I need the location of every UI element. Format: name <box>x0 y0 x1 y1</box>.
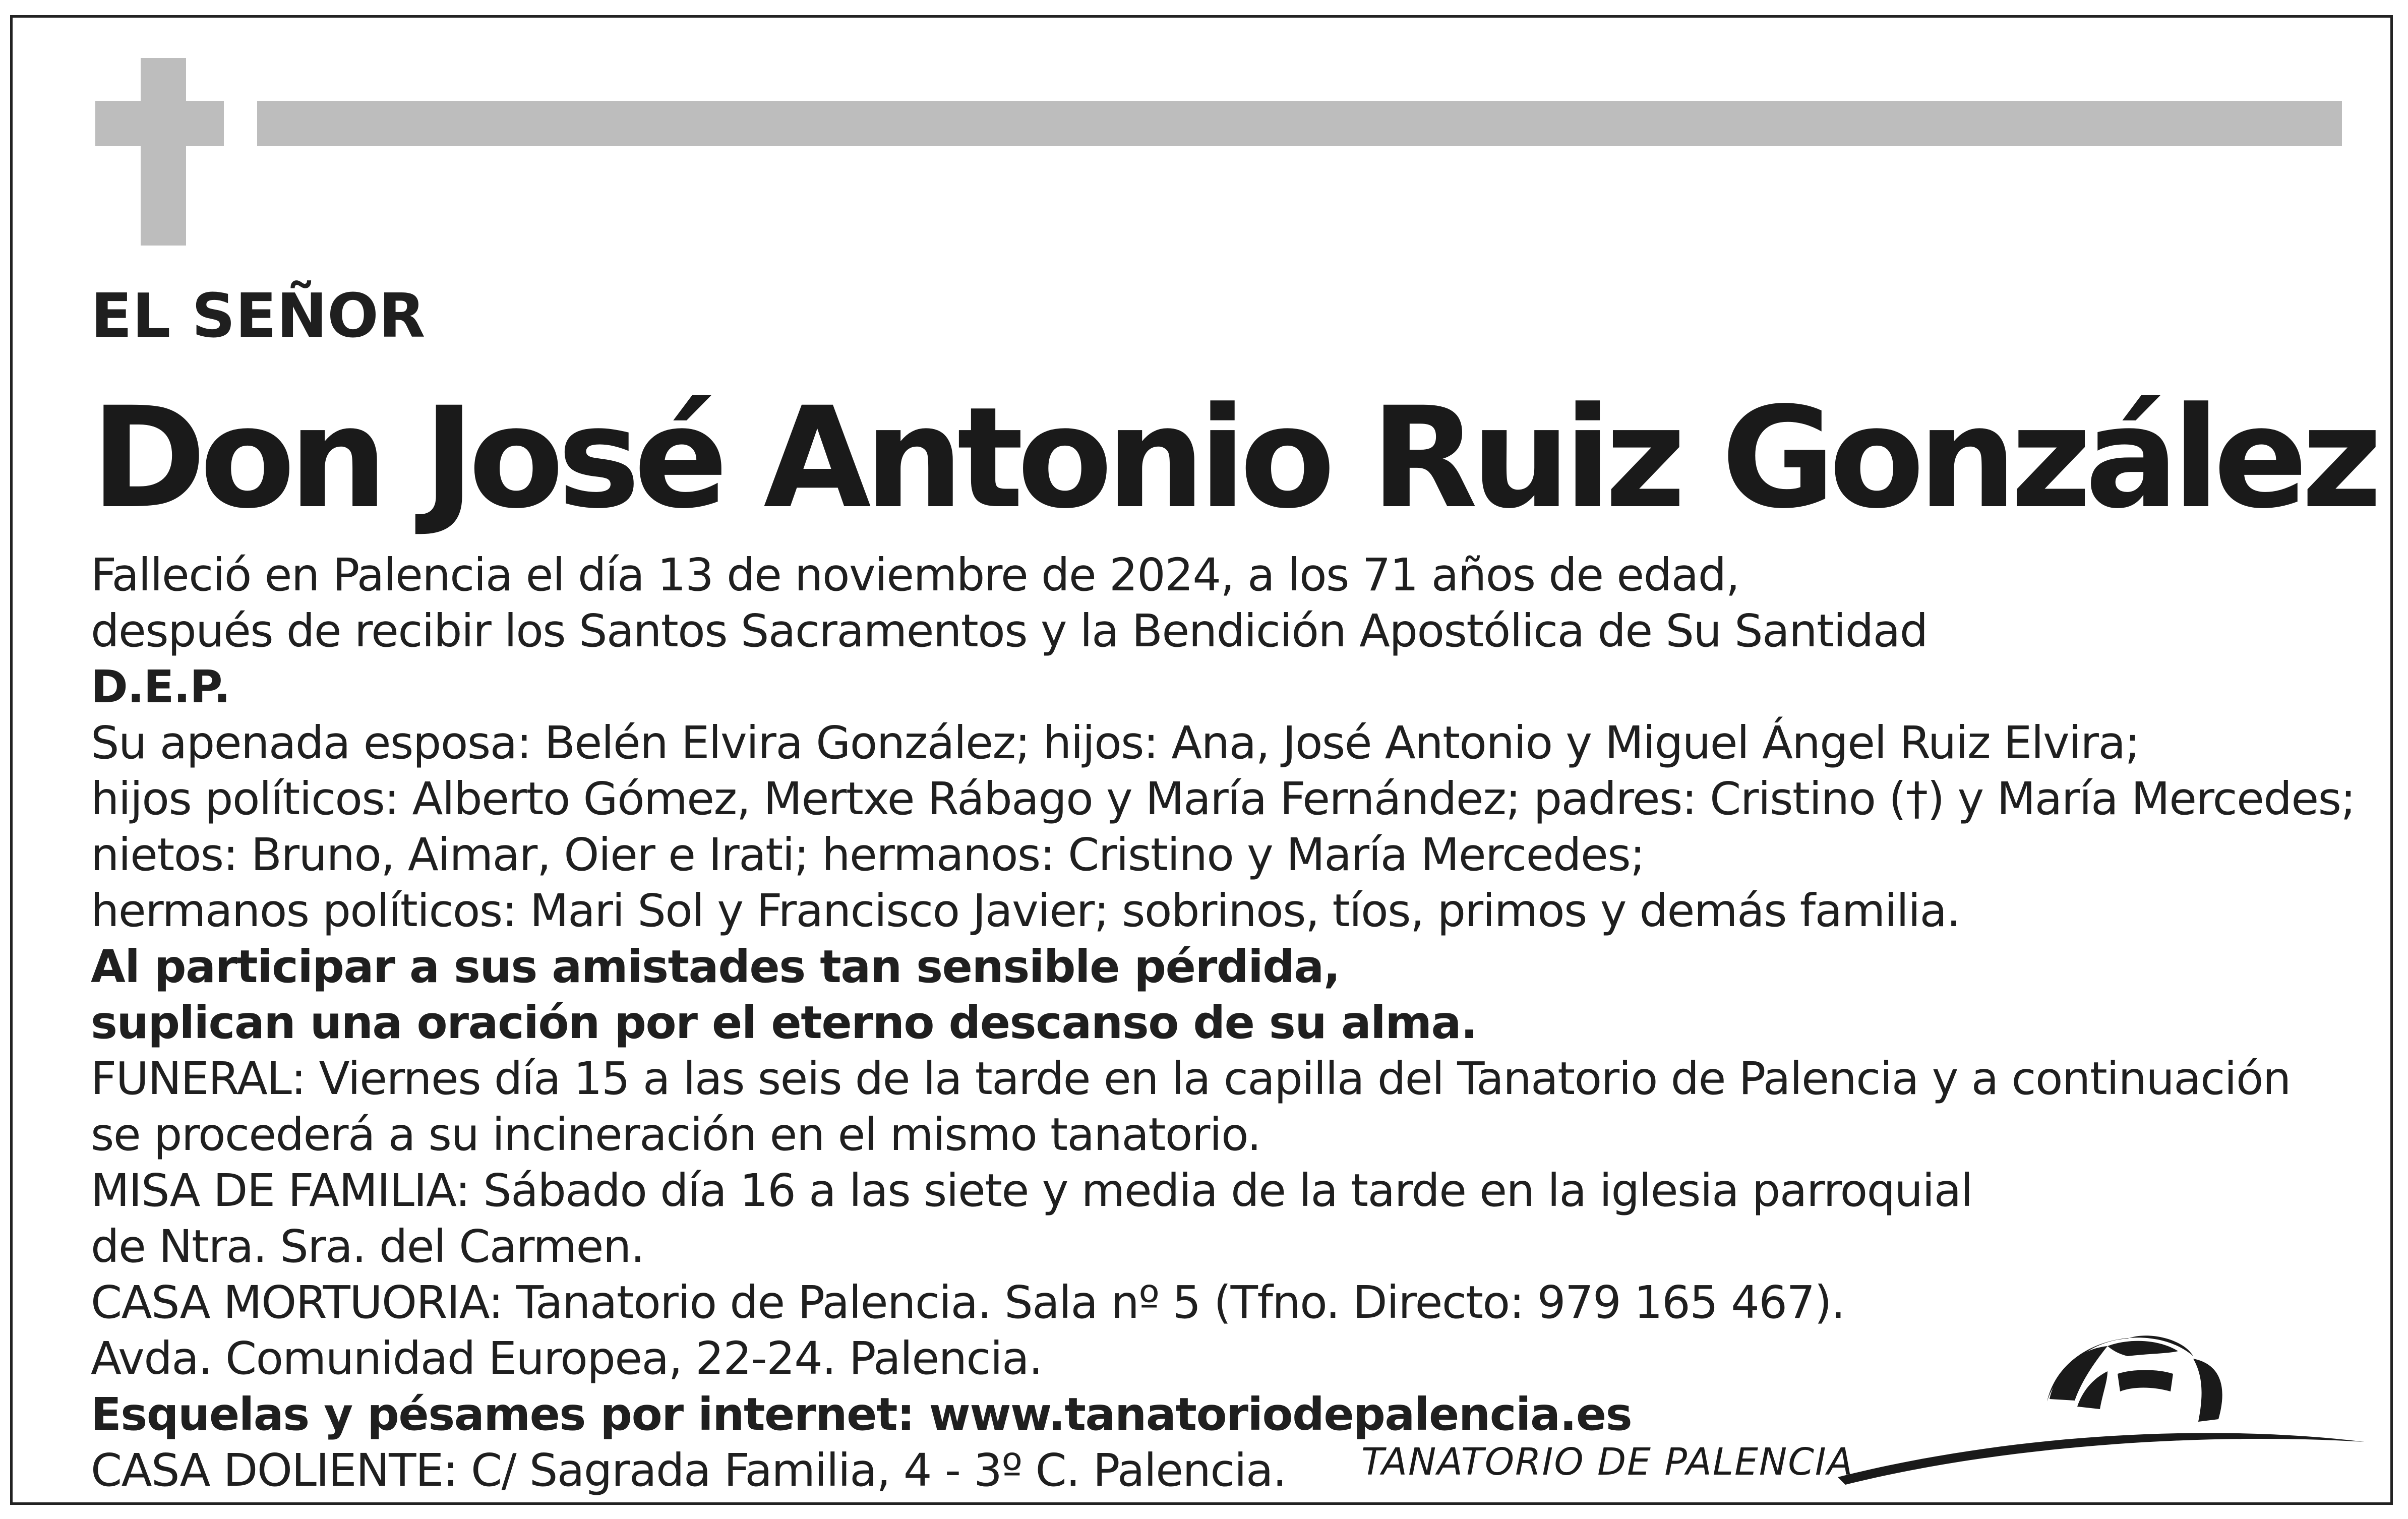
funeral-line-2: se procederá a su incineración en el mismo tanatorio. <box>91 1108 1261 1161</box>
deceased-name: Don José Antonio Ruiz González <box>91 378 2376 539</box>
family-other-relatives-line: hermanos políticos: Mari Sol y Francisco Javier; sobrinos, tíos, primos y demás familia. <box>91 884 1960 937</box>
mourning-home-line: CASA DOLIENTE: C/ Sagrada Familia, 4 - 3º C. Palencia. <box>91 1444 1286 1496</box>
announcement-line-2: suplican una oración por el eterno descanso de su alma. <box>91 996 1477 1049</box>
announcement-line-1: Al participar a sus amistades tan sensible pérdida, <box>91 940 1340 993</box>
death-details-line: Falleció en Palencia el día 13 de noviembre de 2024, a los 71 años de edad, <box>91 549 1739 601</box>
family-mass-line-2: de Ntra. Sra. del Carmen. <box>91 1220 644 1272</box>
address-line: Avda. Comunidad Europea, 22-24. Palencia. <box>91 1332 1042 1384</box>
internet-condolences-line: Esquelas y pésames por internet: www.tanatoriodepalencia.es <box>91 1388 1632 1440</box>
sacraments-line: después de recibir los Santos Sacramentos y la Bendición Apostólica de Su Santidad <box>91 604 1928 657</box>
family-grandchildren-siblings-line: nietos: Bruno, Aimar, Oier e Irati; hermanos: Cristino y María Mercedes; <box>91 828 1645 881</box>
family-mass-line-1: MISA DE FAMILIA: Sábado día 16 a las siete y media de la tarde en la iglesia parroquial <box>91 1164 1972 1217</box>
funeral-home-line: CASA MORTUORIA: Tanatorio de Palencia. Sala nº 5 (Tfno. Directo: 979 165 467). <box>91 1276 1845 1328</box>
dep-line: D.E.P. <box>91 660 230 713</box>
family-in-laws-parents-line: hijos políticos: Alberto Gómez, Mertxe Rábago y María Fernández; padres: Cristino (†) y María Mercedes; <box>91 772 2355 825</box>
tanatorio-logo-text: TANATORIO DE PALENCIA <box>1361 1440 1854 1484</box>
cross-icon-horizontal <box>95 101 224 146</box>
funeral-line-1: FUNERAL: Viernes día 15 a las seis de la tarde en la capilla del Tanatorio de Palencia y a continuación <box>91 1052 2291 1105</box>
honorific-title: EL SEÑOR <box>91 281 426 351</box>
family-spouse-children-line: Su apenada esposa: Belén Elvira González; hijos: Ana, José Antonio y Miguel Ángel Ruiz Elvira; <box>91 716 2139 769</box>
header-rule <box>257 101 2342 146</box>
cross-icon-vertical <box>141 58 186 246</box>
